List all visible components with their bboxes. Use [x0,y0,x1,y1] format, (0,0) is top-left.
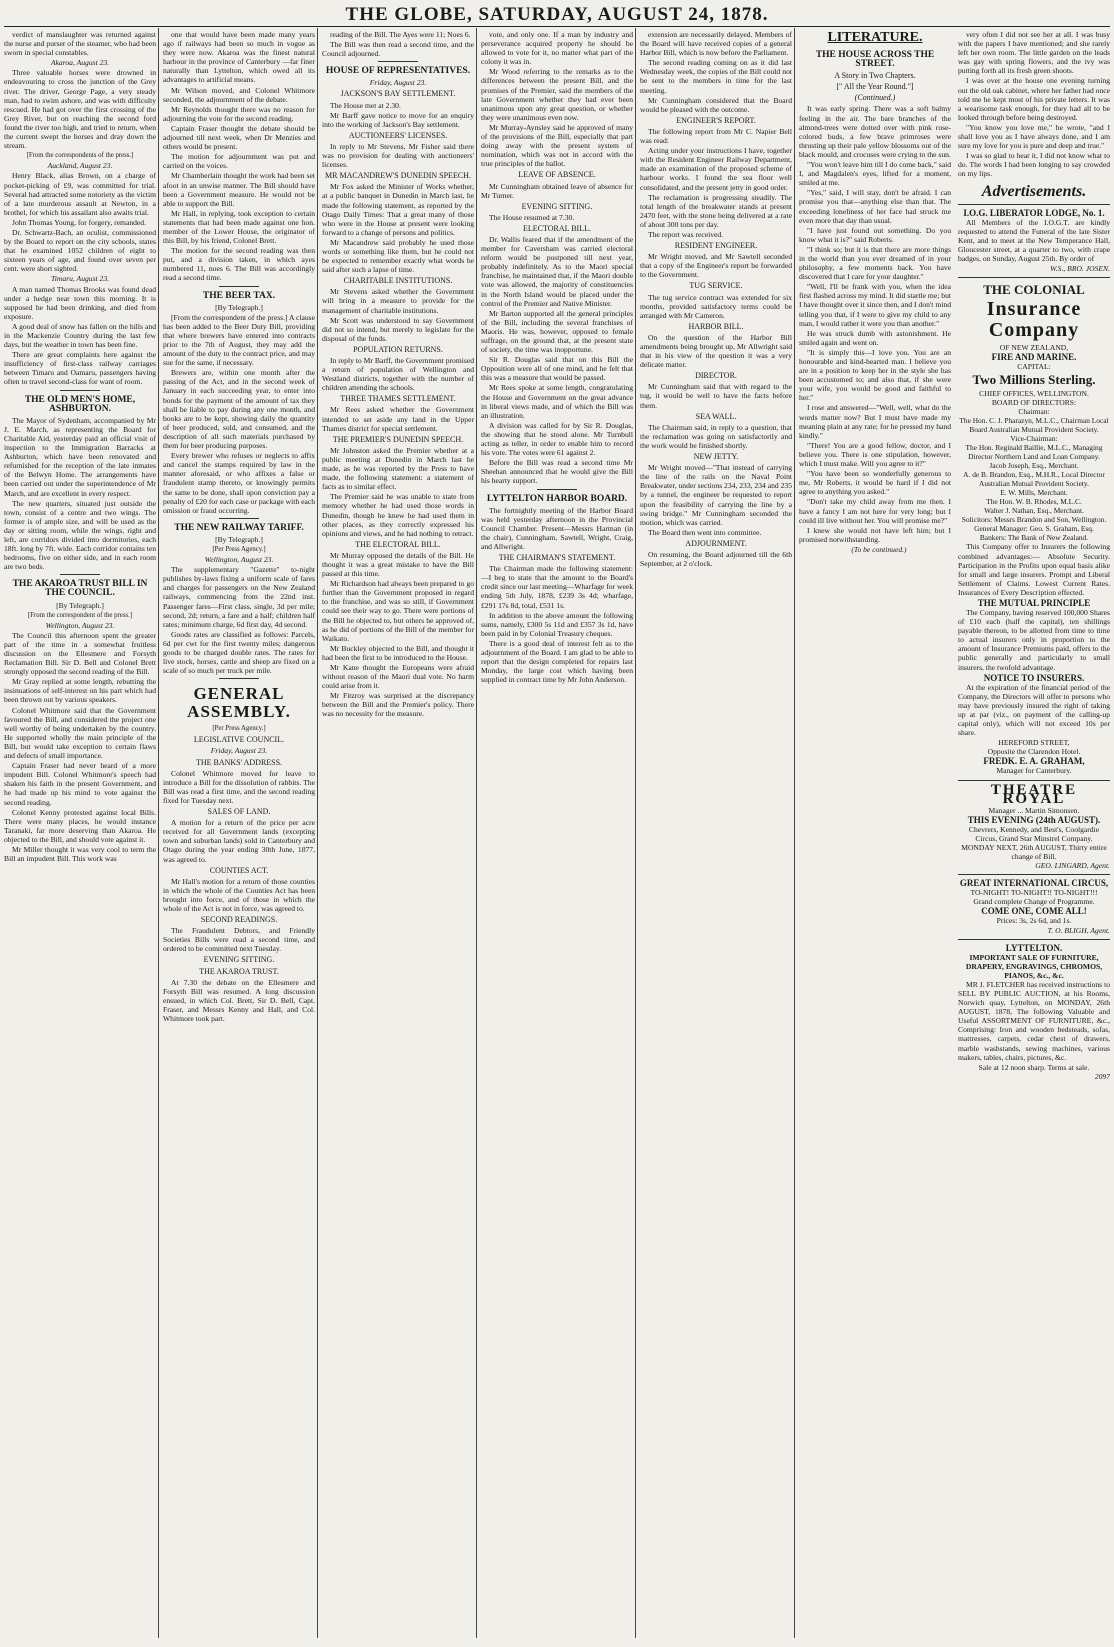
subheading: SALES OF LAND. [207,807,271,817]
article-paragraph: Mr Miller thought it was very cool to term the Bill an impudent Bill. This work was [4,844,156,864]
ad-subtitle: OF NEW ZEALAND, [999,343,1069,353]
dateline: Akaroa, August 23. [50,58,110,68]
subheading: (Continued.) [854,93,896,103]
story-paragraph: very often I did not see her at all. I was busy with the papers I have mentioned; and she rarely left her own room. The little garden on the leads was gay with spring flowers, and the ivy was putting forth all its fresh green shoots. [958,30,1110,76]
story-paragraph: "I think so; but it is that there are more things in the world than you ever dreamed of in your philosophy, a few moments back. You have discovered that I care for your daughter." [799,244,951,282]
dateline: Wellington, August 23. [45,620,115,630]
article-paragraph: The Chairman said, in reply to a question, that the reclamation was going on satisfactorily and the work would be finished shortly. [640,422,792,450]
ad-circus [958,874,1110,934]
ad-line: Chevrers, Kennedy, and Best's, Coolgardie Circus, Grand Star Minstrel Company. [968,824,1100,843]
column-rule [635,28,636,1638]
ad-line: Prices: 3s, 2s 6d, and 1s. [996,916,1072,926]
article-headline: THE AKAROA TRUST BILL IN THE COUNCIL. [12,579,148,599]
ad-signature: T. O. BLIGH, Agent. [1047,925,1110,935]
article-paragraph: The Mayor of Sydenham, accompanied by Mr J. E. March, as representing the Board for Charitable Aid, yesterday paid an official visit of inspection to the Immigration Barracks at Ashburton, which have been renovated and refurnished for the reception of the late inmates of the Belwyn Home. The arrangements have been carried out under the superintendence of Mr March, and are excellent in every respect. [4,415,156,498]
ad-title: THEATRE ROYAL [990,781,1078,807]
article-paragraph: The report was received. [648,229,724,239]
ad-title: GREAT INTERNATIONAL CIRCUS, [959,878,1109,889]
article-paragraph: Brewers are, within one month after the passing of the Act, and in the second week of January in each succeeding year, to enter into bonds for the payment of the amount of tax they shall be liable to pay during any one month, and books are to be kept, showing daily the quantity of beer produced, sold, and consumed, and the description of all such materials purchased by them for beer producing purposes. [163,368,315,451]
article-paragraph: In addition to the above amount the following sums, namely, £300 5s 11d and £357 3s 1d, have been paid in by Colonial Treasury cheques. [481,610,633,638]
article-paragraph: Mr Scott was understood to say Government did not so intend, but merely to legislate for the disposal of the funds. [322,315,474,343]
article-paragraph: Captain Fraser thought the debate should be adjourned till next week, when Dr Menzies and others would be present. [163,123,315,152]
article-paragraph: The Council this afternoon spent the greater part of the time in a somewhat fruitless discussion on the Ellesmere and Forsyth Reclamation Bill. Sir D. Bell and Colonel Brett strongly opposed the second reading of the Bill. [4,630,156,677]
ad-body: This Company offer to Insurers the following combined advantages:— Absolute Security. Participation in the Profits upon equal basis alike for small and large insurers. Prompt and Liberal Settlement of Claims. Lowest Current Rates. Insurances of Every Description effected. [958,542,1110,597]
ad-agent-name: FREDK. E. A. GRAHAM, [983,756,1085,767]
subheading: [" All the Year Round."] [836,82,914,92]
article-paragraph: Mr Wilson moved, and Colonel Whitmore seconded, the adjournment of the debate. [163,85,315,104]
ad-title: I.O.G. LIBERATOR LODGE, No. 1. [963,207,1105,218]
subheading: SECOND READINGS. [200,915,278,925]
masthead-rule [4,26,1110,27]
list-item: Chairman: [1018,407,1050,417]
article-paragraph: one that would have been made many years ago if railways had been so much in vogue as they were now. Akaroa was the finest natural harbour in the province of Canterbury —far finer naturally than Lyttelton, which owed all its advantages to artificial means. [163,30,315,85]
article-paragraph: John Thomas Young, for forgery, remanded. [12,217,146,227]
subheading: THREE THAMES SETTLEMENT. [340,394,456,404]
story-paragraph: I knew she would not have left him; but I promised notwithstanding. [799,525,951,544]
subheading: THE AKAROA TRUST. [199,966,279,976]
article-paragraph: Mr Rees asked whether the Government intended to set aside any land in the Upper Thames district for special settlement. [322,405,474,433]
story-paragraph: It was early spring. There was a soft balmy feeling in the air. The bare branches of the almond-trees were dotted over with pink rose-colored buds, a few brave primroses were thrusting up their pale yellow blossoms out of the black mould, and crocuses were crying to the sun. [799,104,951,159]
subheading: THE ELECTORAL BILL. [355,539,441,549]
ad-offices: CHIEF OFFICES, WELLINGTON. [979,389,1089,399]
byline: [By Telegraph.] [56,600,104,610]
story-paragraph: "It is simply this—I love you. You are an honourable and kind-hearted man. I believe you are in a position to keep her in the style she has been accustomed to; and also that, if she were your wife, you would be good and faithful to her." [799,347,951,403]
ad-line: THIS EVENING (24th AUGUST). [967,814,1101,825]
ad-signature: GEO. LINGARD, Agent. [1035,861,1110,871]
column-rule [317,28,318,1638]
article-paragraph: Mr Kane thought the Europeans were afraid without reason of the Maori dual vote. No harm could arise from it. [322,663,474,691]
story-paragraph: "Well, I'll be frank with you, when the idea first flashed across my mind. It did startle me; but I have thought over it since then, and I don't mind telling you that, if I were to give my child to any man, I would rather it were you than another." [799,282,951,328]
article-paragraph: Mr Wright moved—"That instead of carrying the line of the rails on the Naval Point Breakwater, under sections 234, 233, 234 and 235 by a tunnel, the engineer be requested to report upon the feasibility of carrying the line by a swing bridge." Mr Cunningham seconded the motion, which was carried. [640,463,792,527]
list-item: The Hon. Reginald Baillie, M.L.C., Managing Director Northern Land and Loan Company. [965,443,1103,462]
story-paragraph: "I have just found out something. Do you know what it is?" said Roberts. [799,225,951,244]
article-paragraph: The new quarters, situated just outside the town, consist of a centre and two wings. The former is of ample size, and will be used as the day or sitting room, while the wings, right and left, are corridors divided into dormitories, each 18ft. long by 7ft. wide. Each corridor contains ten bedrooms, five on either side, and in each room are two beds. [4,498,156,572]
list-item: Walter J. Nathan, Esq., Merchant. [984,506,1084,516]
ad-closing: Sale at 12 noon sharp. Terms at sale. [978,1062,1090,1072]
subheading: TUG SERVICE. [689,281,743,291]
section-title: LITERATURE. [827,30,923,45]
article-paragraph: A motion for a return of the price per acre received for all Government lands (excepting town and suburban lands) sold in Canterbury and Otago during the year ending 30th June, 1877, was agreed to. [163,818,315,864]
story-paragraph: "You won't leave him till I do come back," said I, and Magdalen's eyes, lifted for a moment, smiled at me. [799,160,951,188]
subheading: MR MACANDREW'S DUNEDIN SPEECH. [325,171,471,181]
ad-body: At the expiration of the financial period of the Company, the Directors will offer to persons who may have previously insured the right of taking up at par (viz., on payment of the calling-up capital only), which will not exceed 10s per share. [958,682,1110,738]
subheading: LEGISLATIVE COUNCIL. [193,735,285,745]
article-headline: HOUSE OF REPRESENTATIVES. [325,66,471,77]
byline: [By Telegraph.] [215,534,263,544]
subheading: THE BANKS' ADDRESS. [195,757,283,767]
ad-title-large: Insurance Company [986,298,1082,342]
source-bracket: [Per Press Agency.] [212,725,266,733]
subheading: EVENING SITTING. [521,201,593,211]
article-paragraph: Mr Stevens asked whether the Government will bring in a measure to provide for the management of charitable institutions. [322,287,474,315]
list-item: General Manager: Geo. S. Graham, Esq. [974,524,1094,534]
ad-subtitle: THE MUTUAL PRINCIPLE [977,598,1091,608]
article-paragraph: Mr Fox asked the Minister of Works whether, at a public banquet in Dunedin in March last, he made the following statement, as reported by the Otago Daily Times: That a great many of those who were in the House at present were looking forward to a change of persons and politics. [322,182,474,237]
ad-title: THE COLONIAL [983,282,1085,298]
article-paragraph: Before the Bill was read a second time Mr Sheehan announced that he would give the Bill his hearty support. [481,458,633,486]
article-headline: THE BEER TAX. [202,290,276,301]
article-paragraph: Colonel Kenny protested against local Bills. There were many places, he would instance Taranaki, far more deserving than Akaroa. He objected to the Bill, and should vote against it. [4,807,156,844]
article-paragraph: extension are necessarily delayed. Members of the Board will have received copies of a general Harbor Bill, which is now before the Parliament. [640,30,792,58]
article-paragraph: The tug service contract was extended for six months, provided satisfactory terms could be arranged with Mr Cameron. [640,292,792,320]
list-item: The Hon. W. B. Rhodes, M.L.C. [986,497,1082,507]
column-rule [794,28,795,1638]
article-paragraph: Mr Hall, in replying, took exception to certain statements that had been made against one hon. member of the Lower House, the originator of this Bill, by his friend, Colonel Brett. [163,208,315,246]
ad-line: Manager ... Martin Simonsen. [988,805,1080,815]
subheading: A Story in Two Chapters. [834,71,916,81]
column-3 [322,30,474,1636]
subheading: DIRECTOR. [695,371,737,381]
article-paragraph: verdict of manslaughter was returned against the nurse and purser of the steamer, who had been sworn in special constables. [4,30,156,58]
advertisements-heading: Advertisements. [981,182,1087,200]
ad-subtitle: IMPORTANT SALE OF FURNITURE, DRAPERY, ENGRAVINGS, CHROMOS, PIANOS, &c., &c. [965,952,1103,980]
subheading: EVENING SITTING. [203,955,275,965]
ad-body: All Members of the I.O.G.T. are kindly requested to attend the Funeral of the late Sister Kent, and to meet at the New Temperance Hall, Gloucester street, at a quarter to two, with crape badges, on Sunday, August 25th. By order of [958,217,1110,263]
subheading: CHARITABLE INSTITUTIONS. [343,276,453,286]
ad-address: Opposite the Clarendon Hotel. [987,747,1081,757]
section-divider [60,390,100,391]
ad-colonial-insurance [958,277,1110,775]
story-paragraph: "You have been so wonderfully generous to me, Mr Roberts, it would be hard if I did not agree to anything you asked." [799,469,951,497]
article-paragraph: A good deal of snow has fallen on the hills and in the Mackenzie Country during the last few days, but the weather in town has been fine. [4,321,156,350]
article-paragraph: At 7.30 the debate on the Ellesmere and Forsyth Bill was resumed. A long discussion ensued, in which Col. Brett, Sir D. Bell, Capt. Fraser, and Messrs Kenny and Hall, and Col. Whitmore took part. [163,977,315,1023]
story-paragraph: "Yes," said, I will stay, don't be afraid. I can promise you that—anything else than that. The exceeding loneliness of her face had struck me even more that day than usual. [799,188,951,225]
dateline: Friday, August 23. [210,746,268,756]
ad-number: 2097 [1094,1071,1110,1081]
article-paragraph: The following report from Mr C. Napier Bell was read: [640,126,792,146]
ad-subtitle: NOTICE TO INSURERS. [983,672,1085,683]
article-paragraph: There are great complaints here against the insufficiency of first-class railway carriages between Timaru and Oamaru, passengers having often to travel second-class for want of room. [4,350,156,387]
article-headline: LYTTELTON HARBOR BOARD. [486,493,628,504]
section-divider [219,518,259,519]
article-paragraph: Mr Richardson had always been prepared to go further than the Government proposed in regard to the franchise, and was so still, if Government could see their way to go. There were portions of the Bill he objected to, but others he approved of, as he did of portions of the Bill of the member for Waikato. [322,579,474,643]
column-6 [799,30,951,1636]
dateline: Friday, August 23. [369,78,427,88]
ad-body: The Company, having reserved 100,000 Shares of £10 each (half the capital), ten shillings payable thereon, to be allotted from time to time to actual insurers only in proportion to the amount of Insurance Premiums paid, offers to the public generally and particularly to small insurers, the twofold advantage. [958,608,1110,672]
article-paragraph: In reply to Mr Stevens, Mr Fisher said there was no provision for dealing with auctioneers' licenses. [322,141,474,170]
article-paragraph: The Board then went into committee. [648,527,762,537]
ad-liberator-lodge [958,204,1110,274]
story-paragraph: "You know you love me," he wrote, "and I shall love you as I have always done, and I am sure my love for you is pure and deep and true." [958,122,1110,151]
article-paragraph: Mr Fitzroy was surprised at the discrepancy between the Bill and the Premier's policy. There was no necessity for the measure. [322,691,474,719]
article-paragraph: Colonel Whitmore said that the Government favoured the Bill, and considered the project one well worthy of being undertaken by the country. He supported wholly the main principle of the Bill, but would take exception to certain flaws and defects of small importance. [4,705,156,761]
article-paragraph: The Fraudulent Debtors, and Friendly Societies Bills were read a second time, and ordered to be committed next Tuesday. [163,926,315,954]
section-divider [60,574,100,575]
ad-line: Grand complete Change of Programme. [973,897,1095,907]
ad-line: TO-NIGHT! TO-NIGHT!! TO-NIGHT!!! [970,888,1098,898]
story-paragraph: "Don't take my child away from me then. I have a fancy I am not here for very long; but I could ill live without her. You will promise me?" [799,497,951,525]
article-paragraph: The Chairman made the following statement:—I beg to state that the amount to the Board's credit since our last meeting—Wharfage for week ending 5th July, 1878, £239 3s 4d; wharfage, £291 17s 8d, total, £531 1s. [481,564,633,610]
subheading: POPULATION RETURNS. [353,344,443,354]
article-paragraph: Mr Barff gave notice to move for an enquiry into the working of Jackson's Bay settlement. [322,110,474,129]
article-paragraph: The Premier said he was unable to state from memory whether he had used those words in Dunedin, though he knew he had used them in other places, as they correctly expressed his opinions and views, and he had nothing to retract. [322,492,474,538]
article-paragraph: Mr Reynolds thought there was no reason for adjourning the vote for the second reading. [163,104,315,123]
article-paragraph: Dr. Wallis feared that if the amendment of the member for Caversham was carried electoral reform would be postponed till next year, probably indefinitely. As to the Maori special franchise, he maintained that, if the Maori double vote was allowed, the majority of constituencies in the North Island would be placed under the control of the Premier and Native Minister. [481,234,633,308]
ad-body: MR J. FLETCHER has received instructions to SELL BY PUBLIC AUCTION, at his Rooms, Norwich quay, Lyttelton, on MONDAY, 26th AUGUST, 1878, The following Valuable and Useful ASSORTMENT OF FURNITURE, &c., Comprising: Iron and wooden bedsteads, sofas, mattresses, carpets, cedar chest of drawers, marble washstands, sewing machines, various makers, tables, chairs, pictures, &c. [958,979,1110,1062]
article-paragraph: Mr Wright moved, and Mr Sawtell seconded that a copy of the Engineer's report be forwarded to the Government. [640,252,792,280]
story-title: THE HOUSE ACROSS THE STREET. [815,50,935,70]
article-paragraph: Mr Johnston asked the Premier whether at a public meeting at Dunedin in March last he made, as he was reported by the Press to have made, the following statement: a statement of facts as to similar effect. [322,445,474,492]
column-rule [476,28,477,1638]
article-paragraph: Every brewer who refuses or neglects to affix and cancel the stamps required by law in the manner aforesaid, or who affixes a false or fraudulent stamp thereto, or knowingly permits the same to be done, shall upon conviction pay a penalty of £20 for each case or package with each omission or fraud occurring. [163,451,315,515]
dateline: Timaru, August 23. [50,274,110,284]
article-paragraph: Colonel Whitmore moved for leave to introduce a Bill for the dissolution of rabbits. The Bill was read a first time, and the second reading fixed for Tuesday next. [163,768,315,805]
story-paragraph: He was struck dumb with astonishment. He smiled again and went on. [799,328,951,347]
column-rule [158,28,159,1638]
ad-board-label: BOARD OF DIRECTORS: [991,398,1077,408]
dateline: Auckland, August 23. [47,161,113,171]
article-paragraph: The reclamation is progressing steadily. The total length of the breakwater stands at present 2470 feet, with the stone being delivered at a rate of about 300 tons per day. [640,192,792,229]
subheading: ADJOURNMENT. [685,538,747,548]
story-paragraph: "There! You are a good fellow, doctor, and I believe you. There is one stipulation, however, which I must make. Will you agree to it?" [799,440,951,469]
article-paragraph: Goods rates are classified as follows: Parcels, 6d per cwt for the first twenty miles; dangerous goods to be charged double rates. The rates for live stock, horses, cattle and sheep are fixed on a scale of so much per truck per mile. [163,629,315,676]
ad-line: MONDAY NEXT, 26th AUGUST, Thirty entire change of Bill. [961,842,1107,862]
subheading: ELECTORAL BILL. [523,223,591,233]
article-paragraph: Mr Gray replied at some length, rebutting the insinuations of self-interest on his part which had been thrown out by various speakers. [4,677,156,705]
ad-address: HEREFORD STREET, [998,738,1070,748]
list-item: Vice-Chairman: [1010,434,1058,444]
list-item: E. W. Mills, Merchant. [1000,488,1068,498]
story-paragraph: I rose and answered—"Well, well, what do the words matter now? But I must have made my meaning plain at any rate; for he pressed my hand kindly." [799,403,951,440]
article-paragraph: Henry Black, alias Brown, on a charge of pocket-picking of £9, was committed for trial. Several had attracted some notoriety as the victim of a late murderous assault at Newton, in a brothel, for which his assailant also awaits trial. [4,171,156,217]
ad-title: LYTTELTON. [1005,942,1063,953]
article-paragraph: The motion for the second reading was then put, and a division taken, in which ayes numbered 11, noes 6. The Bill was accordingly read a second time. [163,246,315,283]
column-1 [4,30,156,1636]
article-paragraph: Mr Cunningham said that with regard to the tug, it would be well to have the facts before them. [640,382,792,410]
article-paragraph: The supplementary "Gazette" to-night publishes by-laws fixing a uniform scale of fares and charges for passengers on the New Zealand railways, commencing from the 22nd inst. Passenger fares—First class, single, 3d per mile; second, 2d; return, a fare and a half; children half rates; minimum charge, 6d first day, 4d second. [163,565,315,629]
source-bracket: [Per Press Agency.] [212,545,266,553]
article-paragraph: A man named Thomas Brooks was found dead under a hedge near town this morning. It is supposed he had been drinking, and died from exposure. [4,284,156,321]
article-paragraph: The House resumed at 7.30. [489,212,575,222]
article-paragraph: On resuming, the Board adjourned till the 6th September, at 2 o'clock. [640,549,792,569]
story-paragraph: I was over at the house one evening turning out the old oak cabinet, where her father had once told me he kept most of his private letters. It was a wearisome task enough, for they had all to be looked through before being destroyed. [958,76,1110,122]
article-paragraph: Mr Barton supported all the general principles of the Bill, including the several franchises of Maoris. He was, however, opposed to female suffrage, on the ground that, at the present state of society, the time was inopportune. [481,308,633,355]
article-paragraph: Captain Fraser had never heard of a more impudent Bill. Colonel Whitmore's speech had shaken his faith in the present Government, and he had made up his mind to vote against the second reading. [4,761,156,807]
article-paragraph: Mr Hall's motion for a return of those counties in which the whole of the Counties Act has been brought into force, and of those in which the whole of the Act is not in force, was agreed to. [163,876,315,913]
subheading: AUCTIONEERS' LICENSES. [348,130,448,140]
article-paragraph: Mr Murray opposed the details of the Bill. He thought it was a great mistake to have the Bill passed at this time. [322,550,474,579]
list-item: Jacob Joseph, Esq., Merchant. [989,461,1079,471]
ad-capital: Two Millions Sterling. [972,372,1096,388]
article-paragraph: Sir R. Douglas said that on this Bill the Opposition were all of one mind, and he felt that this was a measure that would be passed. [481,355,633,383]
byline: [By Telegraph.] [215,302,263,312]
ad-signature: W.S., BRO. JOSEN. [1050,263,1110,273]
dateline: Wellington, August 23. [204,555,274,565]
section-divider [219,286,259,287]
article-paragraph: The motion for adjournment was put and carried on the voices. [163,152,315,171]
section-divider [537,489,577,490]
ad-theatre-royal [958,780,1110,871]
list-item: A. de B. Brandon, Esq., M.H.R., Local Director Australian Mutual Provident Society. [963,470,1105,489]
section-divider [378,61,418,62]
subheading: SEA WALL. [695,411,737,421]
section-divider [219,678,259,679]
subheading: NEW JETTY. [693,452,739,462]
ad-capital-label: CAPITAL: [1017,362,1051,372]
column-7-advertisements [958,30,1110,1636]
article-paragraph: The Bill was then read a second time, and the Council adjourned. [322,40,474,59]
subheading: LEAVE OF ABSENCE. [518,170,596,180]
article-paragraph: The fortnightly meeting of the Harbor Board was held yesterday afternoon in the Provincial Council Chamber. Present—Messrs Harman (in the chair), Cunningham, Sawtell, Wright, Craig, and Allwright. [481,505,633,551]
article-paragraph: The House met at 2.30. [330,100,401,110]
subheading: JACKSON'S BAY SETTLEMENT. [340,89,456,99]
list-item: Bankers: The Bank of New Zealand. [979,533,1089,543]
article-paragraph: On the question of the Harbor Bill amendments being brought up, Mr Allwright said that in his view of the question it was a very delicate matter. [640,332,792,370]
article-paragraph: vote, and only one. If a man by industry and perseverance acquired property he should be allowed to vote for it, no matter what part of the colony it was in. [481,30,633,67]
ad-lyttelton-sale [958,939,1110,1081]
article-paragraph: Mr Rees spoke at some length, congratulating the House and Government on the great advance in liberal views made, and of which the Bill was an illustration. [481,383,633,420]
ad-line: COME ONE, COME ALL! [981,906,1087,917]
column-2 [163,30,315,1636]
column-5 [640,30,792,1636]
list-item: Solicitors: Messrs Brandon and Son, Wellington. [961,515,1107,525]
masthead: THE GLOBE, SATURDAY, AUGUST 24, 1878. [345,4,769,25]
source-bracket: [From the correspondent of the press.] [27,611,133,619]
article-paragraph: Dr. Schwartz-Bach, an oculist, commissioned by the Board to report on the city schools, states that he examined 1052 children of eight to sixteen years of age, and found over seven per cent. were short sighted. [4,227,156,274]
story-paragraph: I was so glad to hear it, I did not know what to do. The words I had been longing to say crowded on my lips. [958,151,1110,179]
article-paragraph: There is a good deal of interest felt as to the adjournment of the Board. I am glad to be able to report that the design completed for repairs last Monday, the large cost which having been supplied in contract time by Mr John Anderson. [481,638,633,685]
article-paragraph: Mr Cunningham obtained leave of absence for Mr Turner. [481,181,633,200]
column-4 [481,30,633,1636]
ad-board-list [958,407,1110,542]
subheading: THE PREMIER'S DUNEDIN SPEECH. [332,434,464,444]
article-paragraph: A division was called for by Sir R. Douglas, the showing that he stood alone. Mr Turnbull acting as teller, in order to enable him to record his vote. The votes were 61 against 2. [481,420,633,458]
continued-note: (To be continued.) [851,544,907,554]
ad-agent-title: Manager for Canterbury. [996,766,1072,776]
article-paragraph: In reply to Mr Barff, the Government promised a return of population of Wellington and Westland districts, together with the number of children attending the schools. [322,356,474,393]
article-paragraph: Mr Murray-Aynsley said he approved of many of the provisions of the Bill, especially that part doing away with the present system of nomination, which was not in accord with the true principles of the ballot. [481,122,633,169]
article-paragraph: Mr Macandrew said probably he used those words or something like them, but he could not be expected to remember exactly what words he said after such a lapse of time. [322,237,474,275]
section-title: GENERAL ASSEMBLY. [187,684,291,722]
article-headline: THE NEW RAILWAY TARIFF. [174,522,304,533]
subheading: HARBOR BILL. [688,321,744,331]
article-paragraph: The second reading coming on as it did last Wednesday week, the copies of the Bill could not be sent to the members in time for the last meeting. [640,58,792,95]
article-paragraph: Three valuable horses were drowned in endeavouring to cross the junction of the Grey river. The driver, George Page, a very steady man, had to swim ashore, and was with difficulty rescued. He had got over the first crossing of the Grey River, but on reaching the second ford found the river too high, and tried to return, when the current swept the horses and dray down the stream. [4,68,156,151]
article-paragraph: Mr Buckley objected to the Bill, and thought it had been the first to be introduced to the House. [322,643,474,662]
subheading: COUNTIES ACT. [209,865,269,875]
article-headline: THE OLD MEN'S HOME, ASHBURTON. [24,394,136,414]
article-paragraph: [From the correspondent of the press.] A clause has been added to the Beer Duty Bill, providing that where brewers have entered into contracts prior to the 7th of August, they may add the amount of the duty to the contract price, and may sue for the same, if necessary. [163,312,315,368]
list-item: The Hon. C. J. Pharazyn, M.L.C., Chairman Local Board Australian Mutual Provident Society. [959,416,1109,435]
article-paragraph: Mr Chamberlain thought the work had been set afoot in an unwise manner. The Bill should have been a Government measure. He would not be able to support the Bill. [163,171,315,208]
article-paragraph: reading of the Bill. The Ayes were 11; Noes 6. [330,30,471,39]
subheading: THE CHAIRMAN'S STATEMENT. [498,553,616,563]
source-bracket: [From the correspondents of the press.] [26,152,134,160]
subheading: RESIDENT ENGINEER. [674,241,758,251]
subheading: ENGINEER'S REPORT. [676,115,756,125]
article-paragraph: Mr Wood referring to the remarks as to the differences between the present Bill, and the promises of the Premier, said the members of the late Government whether they had ever been unanimous upon any great question, or whether they were unanimous even now. [481,67,633,122]
article-paragraph: Acting under your instructions I have, together with the Resident Engineer Railway Department, made an examination of the proposed scheme of harbour works. I found the sea floor well consolidated, and the present jetty in good order. [640,146,792,192]
article-paragraph: Mr Cunningham considered that the Board would be pleased with the outcome. [640,95,792,114]
ad-subtitle: FIRE AND MARINE. [991,352,1077,363]
